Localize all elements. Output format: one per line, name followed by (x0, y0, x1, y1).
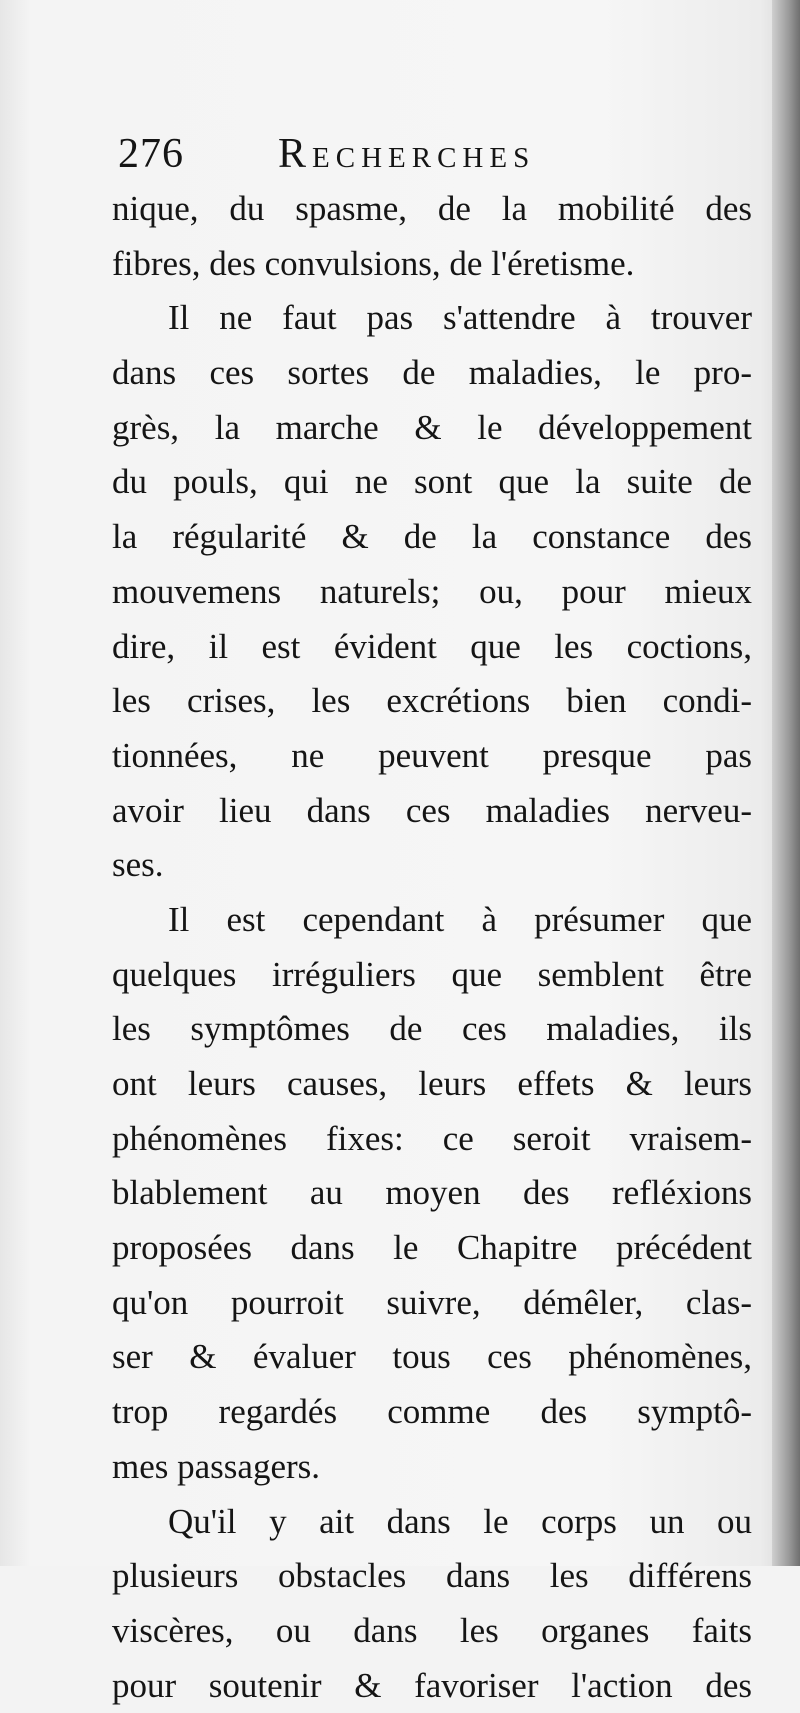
text-line: quelques irréguliers que semblent être (112, 954, 752, 994)
text-line: mouvemens naturels; ou, pour mieux (112, 571, 752, 611)
text-line: Il ne faut pas s'attendre à trouver (168, 298, 752, 338)
text-line: plusieurs obstacles dans les différens (112, 1556, 752, 1596)
text-line: nique, du spasme, de la mobilité des (112, 189, 752, 228)
text-line: qu'on pourroit suivre, démêler, clas- (112, 1282, 752, 1322)
text-line: phénomènes fixes: ce seroit vraisem- (112, 1118, 752, 1158)
text-line: du pouls, qui ne sont que la suite de (112, 462, 752, 502)
text-line: ont leurs causes, leurs effets & leurs (112, 1064, 752, 1103)
body-text (112, 182, 752, 1713)
text-line: les crises, les excrétions bien condi- (112, 681, 752, 721)
text-line: les symptômes de ces maladies, ils (112, 1009, 752, 1049)
text-line: blablement au moyen des refléxions (112, 1173, 752, 1213)
text-line: ses. (112, 845, 164, 885)
text-line: viscères, ou dans les organes faits (112, 1610, 752, 1650)
text-line: fibres, des convulsions, de l'éretisme. (112, 243, 635, 283)
text-line: trop regardés comme des symptô- (112, 1392, 752, 1432)
page-header (118, 128, 638, 184)
book-spine-edge (772, 0, 800, 1566)
text-line: grès, la marche & le développement (112, 407, 752, 447)
text-line: ser & évaluer tous ces phénomènes, (112, 1337, 752, 1377)
text-line: tionnées, ne peuvent presque pas (112, 735, 752, 775)
text-line: pour soutenir & favoriser l'action des (112, 1665, 752, 1705)
text-line: Il est cependant à présumer que (168, 899, 752, 939)
page-number: 276 (118, 131, 184, 177)
text-line: proposées dans le Chapitre précédent (112, 1228, 752, 1268)
text-line: dans ces sortes de maladies, le pro- (112, 353, 752, 393)
text-line: mes passagers. (112, 1446, 321, 1486)
running-head: Recherches (278, 131, 536, 177)
text-line: Qu'il y ait dans le corps un ou (168, 1501, 752, 1541)
text-line: dire, il est évident que les coctions, (112, 626, 752, 666)
text-line: avoir lieu dans ces maladies nerveu- (112, 790, 752, 830)
text-line: la régularité & de la constance des (112, 517, 752, 557)
